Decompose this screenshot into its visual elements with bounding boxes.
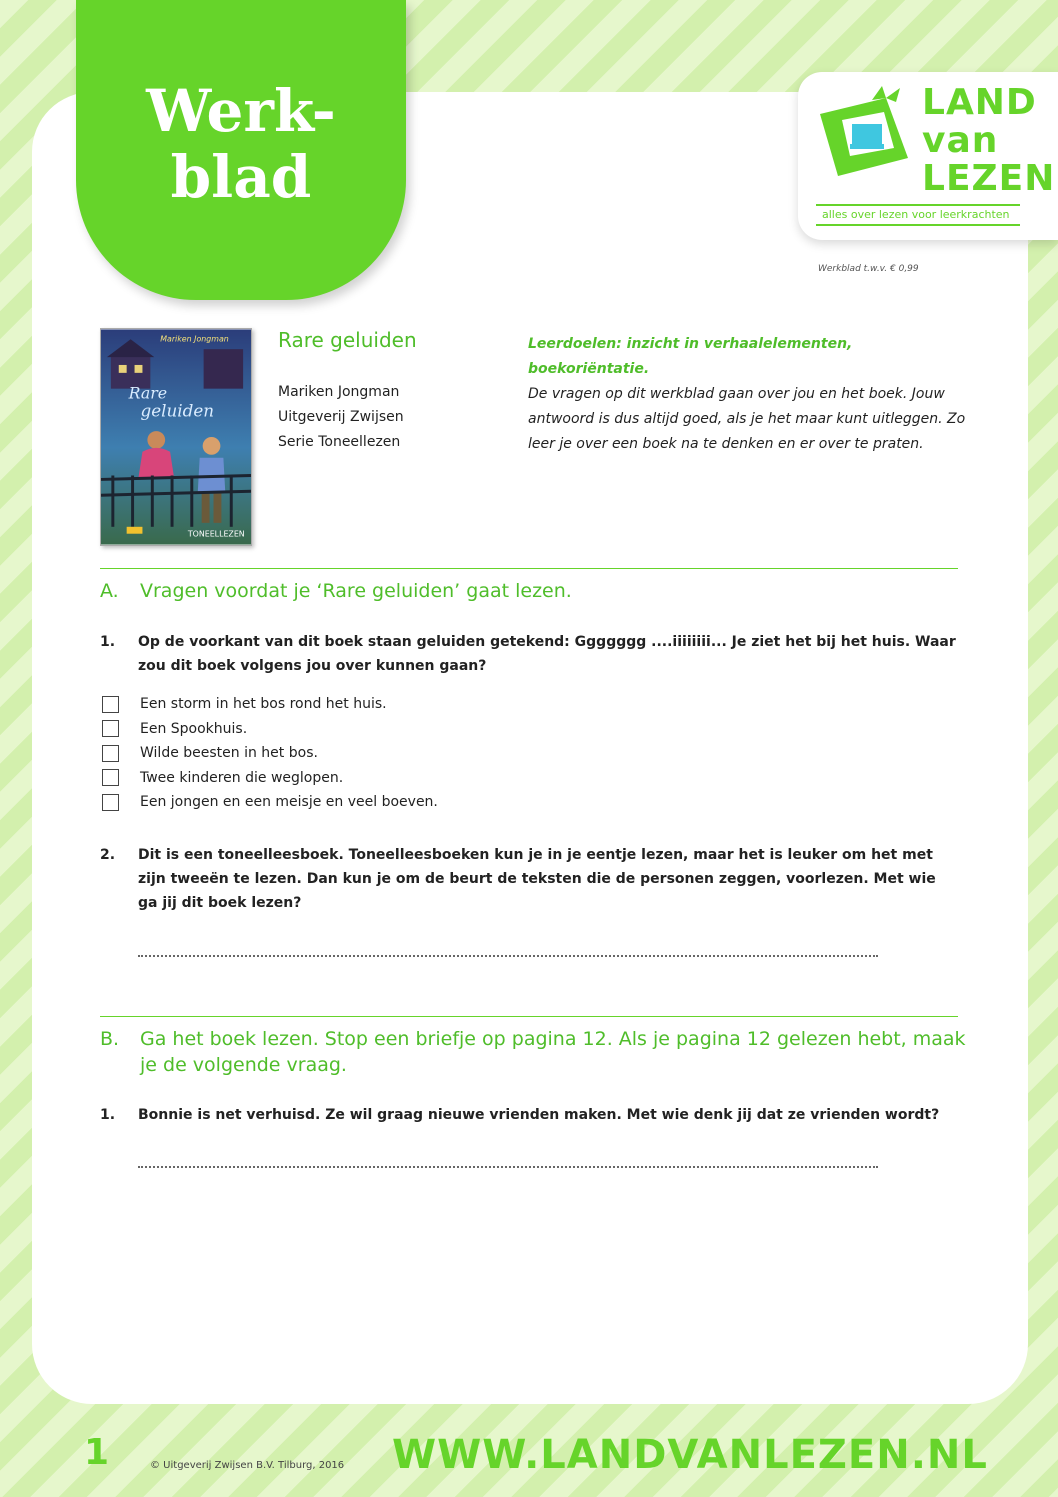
question-a2-number: 2. [100,847,116,863]
page-number: 1 [84,1432,110,1473]
option-label: Een Spookhuis. [140,720,248,737]
learning-goals [528,332,968,457]
question-a1-number: 1. [100,634,116,650]
section-b-letter: B. [100,1028,120,1050]
land-van-lezen-logo[interactable] [798,72,1058,240]
section-a-title: Vragen voordat je ‘Rare geluiden’ gaat lezen. [140,580,572,602]
question-a2 [100,843,960,915]
logo-rule-bottom [816,224,1020,226]
checkbox[interactable] [102,794,119,811]
cover-publisher-badge [127,527,143,534]
option-wilde-beesten[interactable] [100,741,438,766]
tv-icon [816,86,916,186]
book-cover-image [100,328,252,546]
section-b-heading [100,1026,970,1078]
price-label: Werkblad t.w.v. € 0,99 [818,264,919,274]
option-label: Wilde beesten in het bos. [140,745,318,762]
option-label: Twee kinderen die weglopen. [140,769,344,786]
website-link[interactable]: WWW.LANDVANLEZEN.NL [392,1432,988,1478]
option-label: Een jongen en een meisje en veel boeven. [140,794,438,811]
logo-word-lezen: LEZEN [922,158,1056,199]
book-author: Mariken Jongman [278,384,400,400]
option-spookhuis[interactable] [100,717,438,742]
worksheet-title: Werk- blad [146,77,336,211]
book-publisher: Uitgeverij Zwijsen [278,409,404,425]
learning-goals-lead: Leerdoelen: inzicht in verhaalelementen, boekoriëntatie. [528,336,853,377]
logo-word-land: LAND [922,82,1037,123]
answer-line-a2[interactable] [138,955,878,957]
answer-line-b1[interactable] [138,1166,878,1168]
book-series: Serie Toneellezen [278,434,401,450]
option-boeven[interactable] [100,790,438,815]
checkbox[interactable] [102,745,119,762]
question-a1 [100,630,960,678]
book-title: Rare geluiden [278,328,417,352]
question-b1-text: Bonnie is net verhuisd. Ze wil graag nieuwe vrienden maken. Met wie denk jij dat ze vrienden wordt? [138,1107,940,1123]
cover-author: Mariken Jongman [160,334,229,344]
question-b1-number: 1. [100,1107,116,1123]
learning-goals-body: De vragen op dit werkblad gaan over jou en het boek. Jouw antwoord is dus altijd goed, als je het maar kunt uitleggen. Zo leer je over een boek na te denken en er over te praten. [528,386,966,452]
question-a1-text: Op de voorkant van dit boek staan geluiden getekend: Ggggggg ....iiiiiiii... Je ziet het bij het huis. Waar zou dit boek volgens jou over kunnen gaan? [138,634,956,674]
section-divider-b [100,1016,958,1017]
section-a-letter: A. [100,580,119,602]
checkbox[interactable] [102,769,119,786]
section-divider-a [100,568,958,569]
logo-word-van: van [922,120,999,161]
cover-series: TONEELLEZEN [187,529,245,539]
option-weglopen[interactable] [100,766,438,791]
checkbox[interactable] [102,696,119,713]
question-b1 [100,1103,960,1127]
option-label: Een storm in het bos rond het huis. [140,696,387,713]
section-a-heading [100,578,970,604]
cover-title-rare: Rare [128,383,168,403]
book-meta [278,380,404,455]
checkbox[interactable] [102,720,119,737]
copyright: © Uitgeverij Zwijsen B.V. Tilburg, 2016 [150,1460,345,1471]
logo-rule-top [816,204,1020,206]
question-a2-text: Dit is een toneelleesboek. Toneelleesboeken kun je in je eentje lezen, maar het is leuker om het met zijn tweeën te lezen. Dan kun je om de beurt de teksten die de personen zeggen, voorlezen. Met wie ga jij dit boek lezen? [138,847,936,911]
cover-title-geluiden: geluiden [140,400,215,421]
section-b-title: Ga het boek lezen. Stop een briefje op pagina 12. Als je pagina 12 gelezen hebt, maak je de volgende vraag. [140,1028,966,1076]
logo-tagline: alles over lezen voor leerkrachten [822,208,1010,221]
question-a1-options [100,692,438,815]
option-storm[interactable] [100,692,438,717]
worksheet-tab [76,0,406,300]
